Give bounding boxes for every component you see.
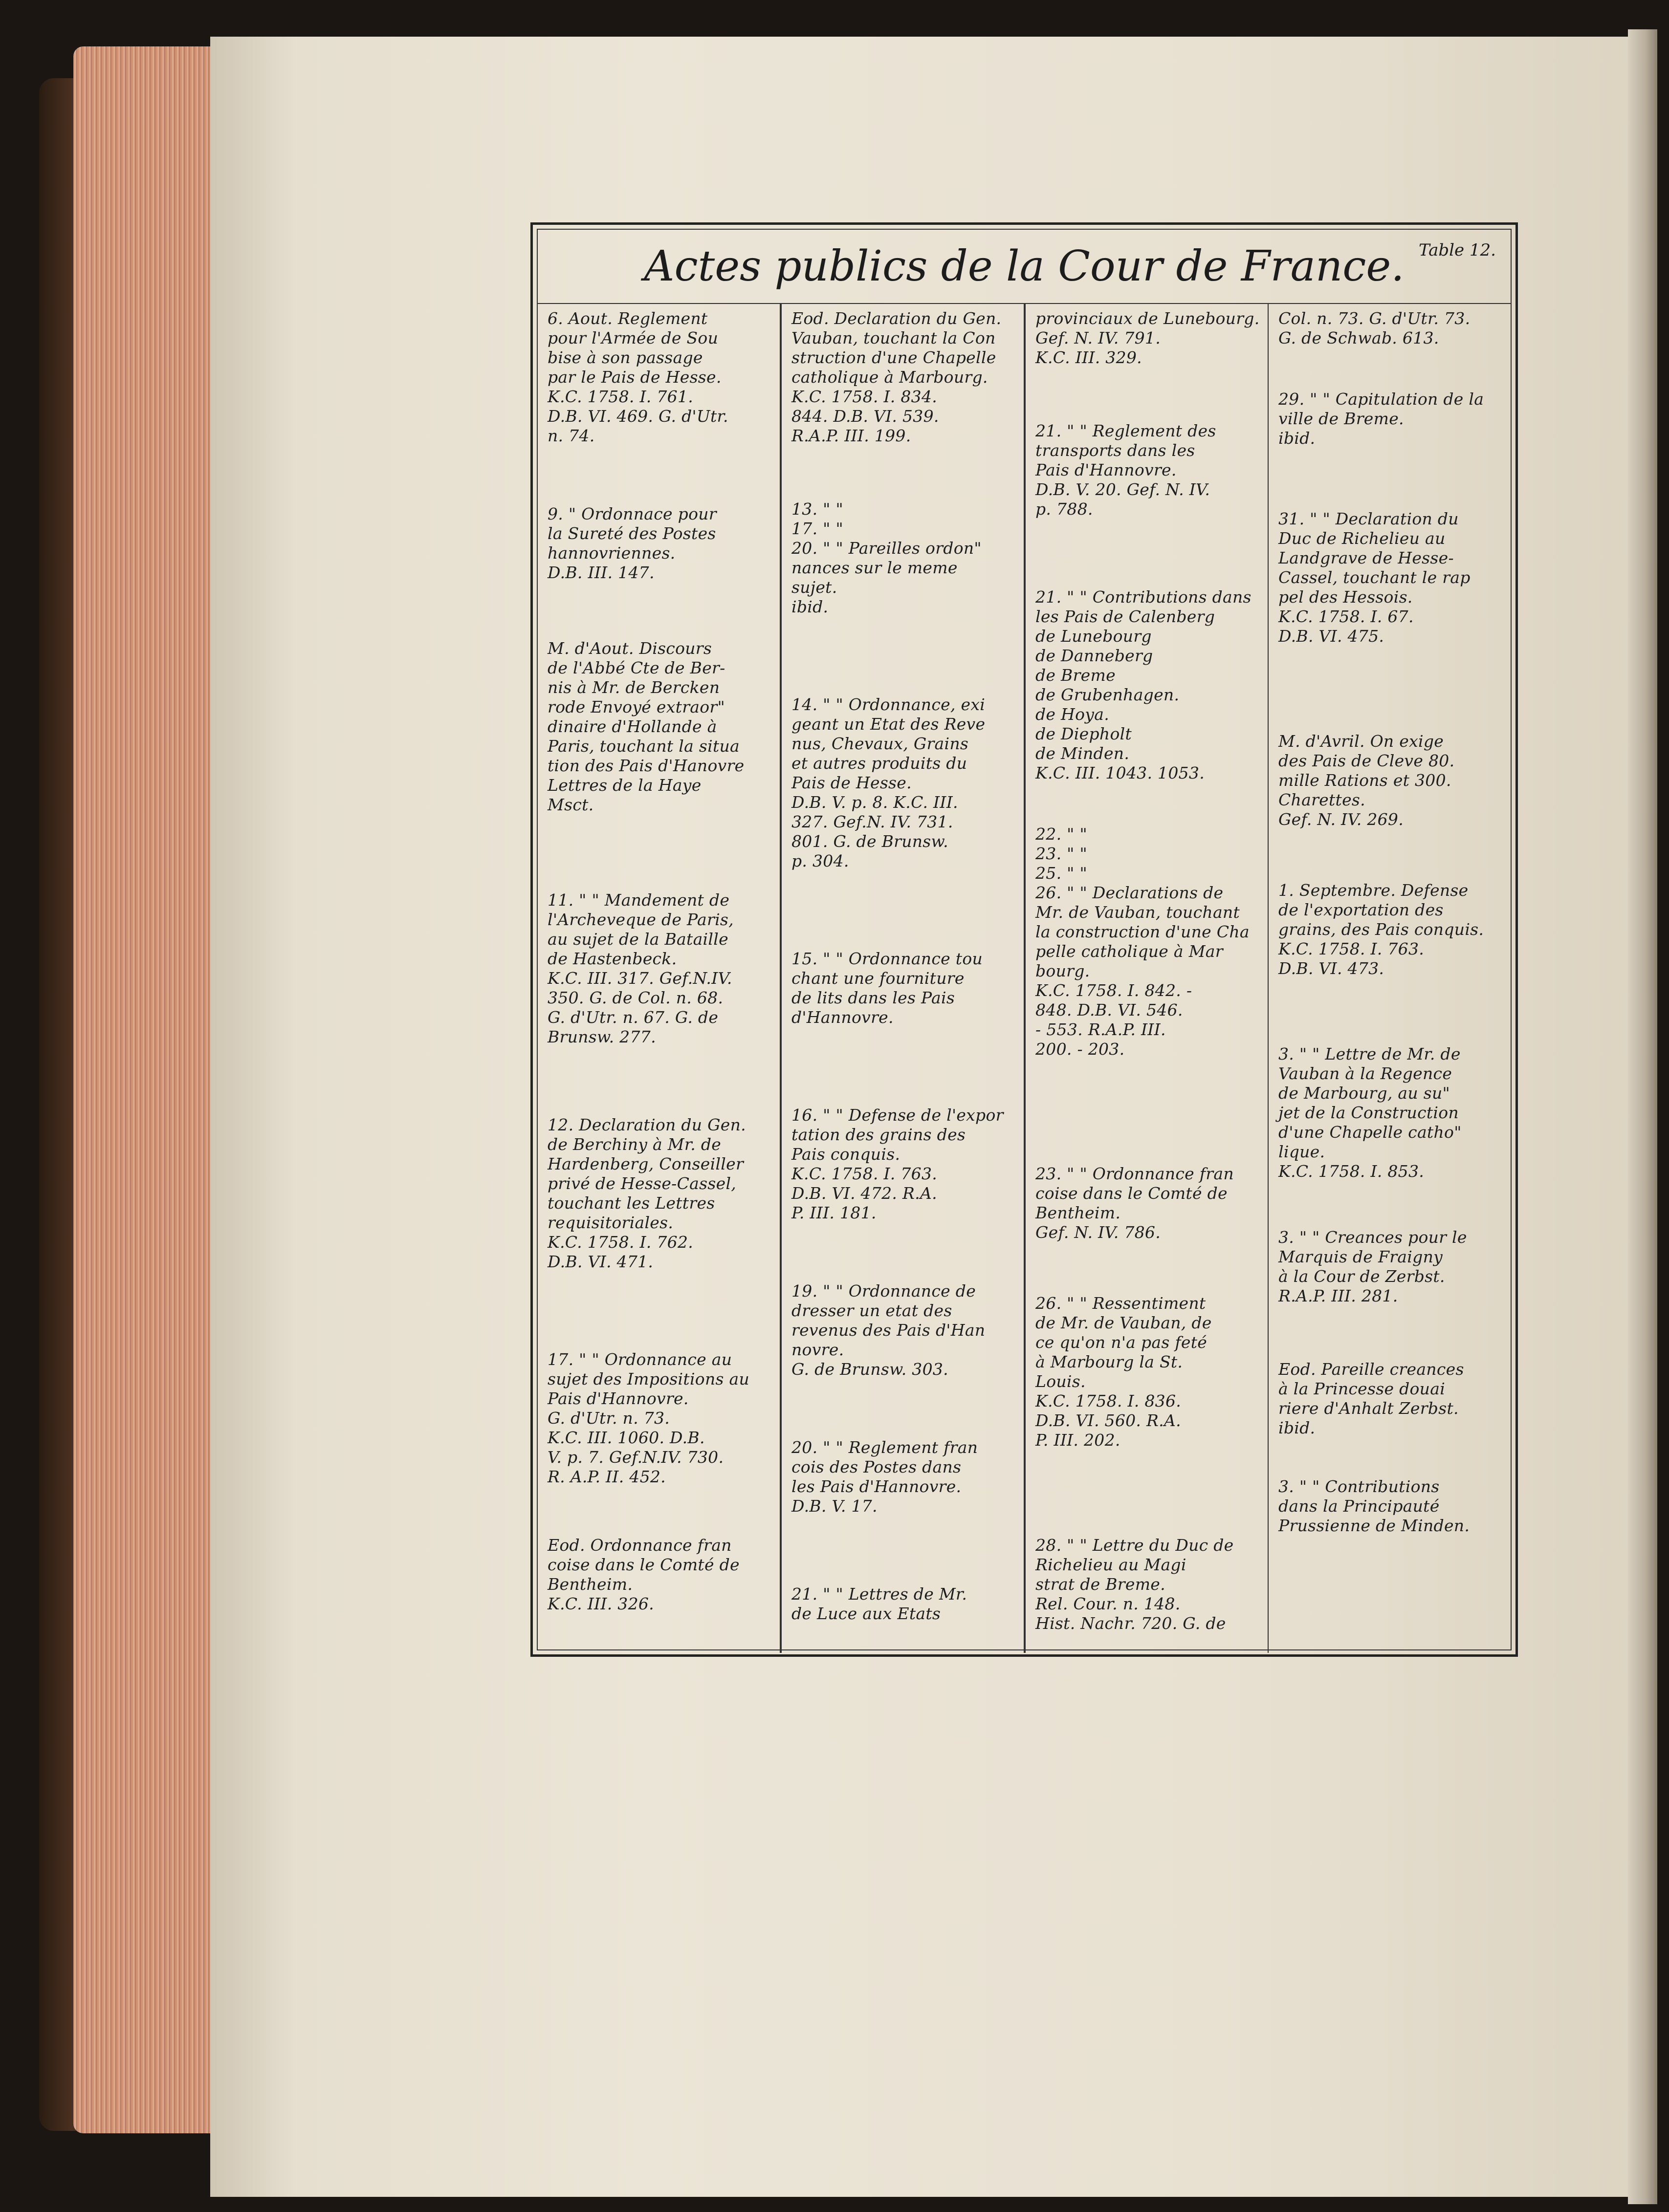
- table-plate: [530, 222, 1518, 1657]
- entry: 6. Aout. Reglement pour l'Armée de Sou bise à son passage par le Pais de Hesse. K.C. 1758. I. 761. D.B. VI. 469. G. d'Utr. n. 74.: [548, 309, 728, 445]
- entry: Col. n. 73. G. d'Utr. 73. G. de Schwab. 613.: [1278, 309, 1471, 347]
- entry: 9. " Ordonnace pour la Sureté des Postes hannovriennes. D.B. III. 147.: [548, 504, 717, 582]
- entry: Eod. Pareille creances à la Princesse douai riere d'Anhalt Zerbst. ibid.: [1278, 1360, 1464, 1437]
- page-title: Actes publics de la Cour de France.: [644, 242, 1405, 291]
- entry: M. d'Avril. On exige des Pais de Cleve 80. mille Rations et 300. Charettes. Gef. N. IV. 269.: [1278, 732, 1455, 829]
- entry: 21. " " Lettres de Mr. de Luce aux Etats: [791, 1584, 967, 1623]
- table-columns: [538, 303, 1511, 1653]
- entry: provinciaux de Lunebourg. Gef. N. IV. 791. K.C. III. 329.: [1035, 309, 1260, 367]
- entry: Eod. Declaration du Gen. Vauban, touchant la Con struction d'une Chapelle catholique à Marbourg. K.C. 1758. I. 834. 844. D.B. VI. 539. R.A.P. III. 199.: [791, 309, 1002, 445]
- column-1: [538, 304, 780, 1653]
- entry: 28. " " Lettre du Duc de Richelieu au Magi strat de Breme. Rel. Cour. n. 148. Hist. Nachr. 720. G. de: [1035, 1536, 1234, 1633]
- table-number: Table 12.: [1419, 240, 1496, 260]
- entry: 1. Septembre. Defense de l'exportation des grains, des Pais conquis. K.C. 1758. I. 763. D.B. VI. 473.: [1278, 881, 1484, 978]
- column-2: [780, 304, 1024, 1653]
- table-frame: [537, 229, 1512, 1650]
- entry: 3. " " Contributions dans la Principauté Prussienne de Minden.: [1278, 1477, 1470, 1535]
- entry: 22. " " 23. " " 25. " " 26. " " Declarations de Mr. de Vauban, touchant la construction d'une Cha pelle catholique à Mar bourg. K.C. 1758. I. 842. - 848. D.B. VI. 546. - 553. R.A.P. III. 200. - 203.: [1035, 824, 1250, 1059]
- entry: 12. Declaration du Gen. de Berchiny à Mr. de Hardenberg, Conseiller privé de Hesse-Cassel, touchant les Lettres requisitoriales. K.C. 1758. I. 762. D.B. VI. 471.: [548, 1115, 746, 1271]
- entry: 14. " " Ordonnance, exi geant un Etat des Reve nus, Chevaux, Grains et autres produits du Pais de Hesse. D.B. V. p. 8. K.C. III. 327. Gef.N. IV. 731. 801. G. de Brunsw. p. 304.: [791, 695, 986, 870]
- page-edges: [73, 46, 220, 2133]
- entry: 11. " " Mandement de l'Archeveque de Paris, au sujet de la Bataille de Hastenbeck. K.C. III. 317. Gef.N.IV. 350. G. de Col. n. 68. G. d'Utr. n. 67. G. de Brunsw. 277.: [548, 890, 734, 1046]
- entry: 21. " " Contributions dans les Pais de Calenberg de Lunebourg de Danneberg de Breme de Grubenhagen. de Hoya. de Diepholt de Minden. K.C. III. 1043. 1053.: [1035, 587, 1252, 782]
- entry: 3. " " Lettre de Mr. de Vauban à la Regence de Marbourg, au su" jet de la Construction d'une Chapelle catho" lique. K.C. 1758. I. 853.: [1278, 1044, 1462, 1181]
- entry: 17. " " Ordonnance au sujet des Impositions au Pais d'Hannovre. G. d'Utr. n. 73. K.C. III. 1060. D.B. V. p. 7. Gef.N.IV. 730. R. A.P. II. 452.: [548, 1350, 750, 1486]
- entry: 15. " " Ordonnance tou chant une fourniture de lits dans les Pais d'Hannovre.: [791, 949, 983, 1027]
- entry: 3. " " Creances pour le Marquis de Fraigny à la Cour de Zerbst. R.A.P. III. 281.: [1278, 1228, 1467, 1305]
- column-4: [1268, 304, 1511, 1653]
- entry: 29. " " Capitulation de la ville de Breme. ibid.: [1278, 390, 1484, 448]
- entry: 26. " " Ressentiment de Mr. de Vauban, de ce qu'on n'a pas feté à Marbourg la St. Louis. K.C. 1758. I. 836. D.B. VI. 560. R.A. P. III. 202.: [1035, 1294, 1212, 1450]
- column-3: [1024, 304, 1268, 1653]
- entry: 21. " " Reglement des transports dans les Pais d'Hannovre. D.B. V. 20. Gef. N. IV. p. 788.: [1035, 421, 1216, 519]
- entry: M. d'Aout. Discours de l'Abbé Cte de Ber- nis à Mr. de Bercken rode Envoyé extraor" dinaire d'Hollande à Paris, touchant la situa tion des Pais d'Hanovre Lettres de la Haye Msct.: [548, 639, 745, 814]
- entry: 13. " " 17. " " 20. " " Pareilles ordon" nances sur le meme sujet. ibid.: [791, 499, 982, 616]
- page-right-edge: [1628, 29, 1657, 2204]
- entry: 31. " " Declaration du Duc de Richelieu au Landgrave de Hesse- Cassel, touchant le rap pel des Hessois. K.C. 1758. I. 67. D.B. VI. 475.: [1278, 509, 1471, 646]
- entry: Eod. Ordonnance fran coise dans le Comté de Bentheim. K.C. III. 326.: [548, 1536, 740, 1613]
- entry: 16. " " Defense de l'expor tation des grains des Pais conquis. K.C. 1758. I. 763. D.B. VI. 472. R.A. P. III. 181.: [791, 1106, 1004, 1222]
- entry: 23. " " Ordonnance fran coise dans le Comté de Bentheim. Gef. N. IV. 786.: [1035, 1164, 1234, 1242]
- entry: 20. " " Reglement fran cois des Postes dans les Pais d'Hannovre. D.B. V. 17.: [791, 1438, 978, 1516]
- entry: 19. " " Ordonnance de dresser un etat des revenus des Pais d'Han novre. G. de Brunsw. 303.: [791, 1281, 986, 1379]
